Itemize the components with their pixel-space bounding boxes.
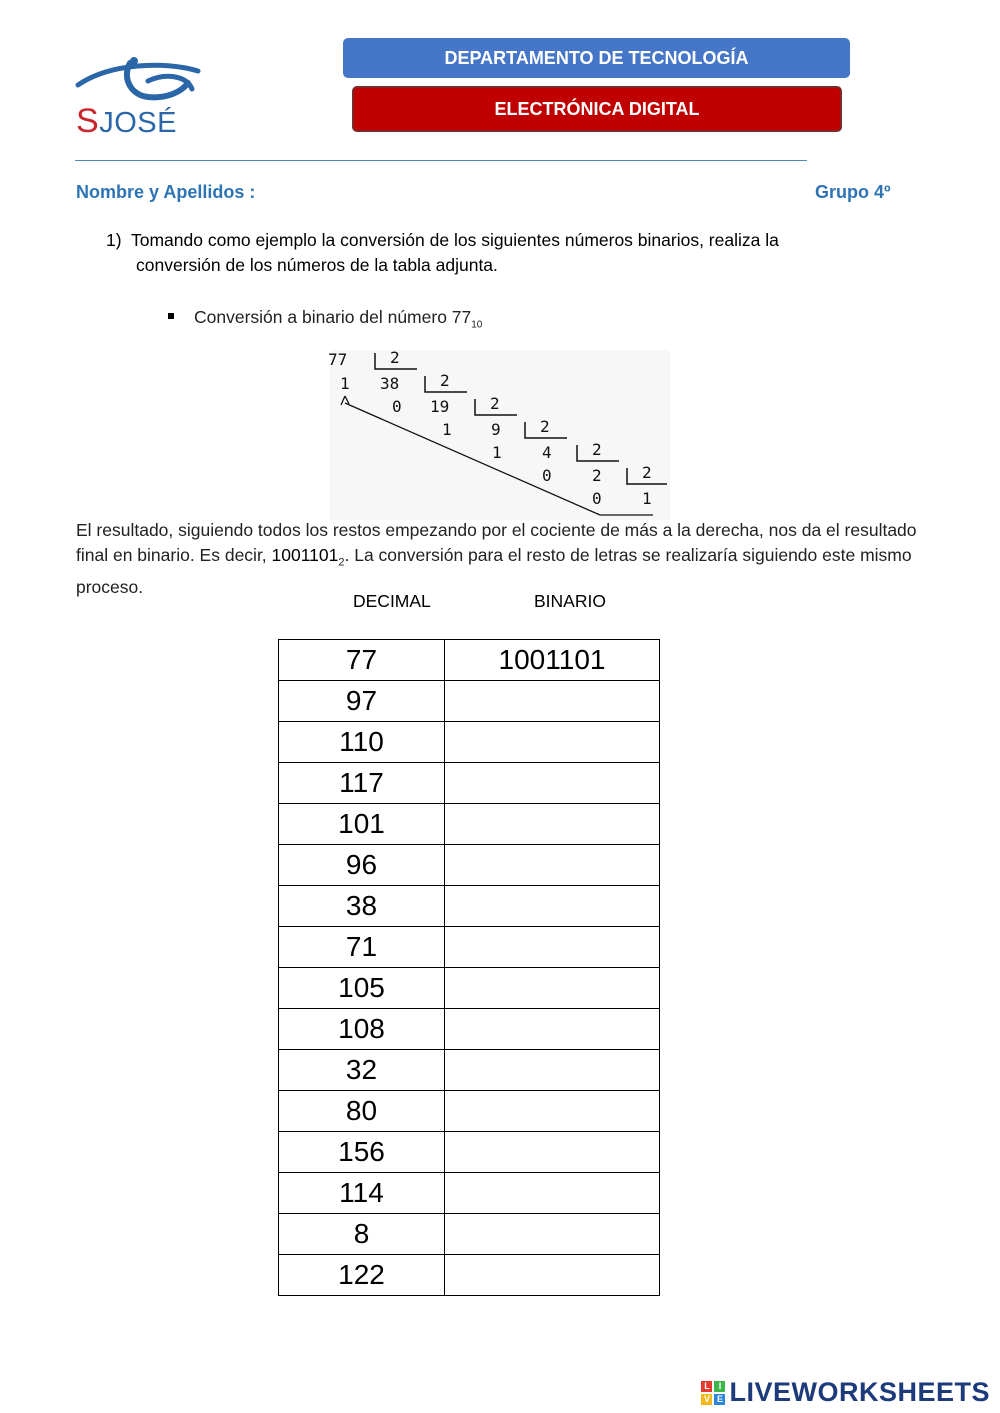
liveworksheets-brand xyxy=(700,1377,990,1408)
question-number: 1) xyxy=(106,230,122,250)
decimal-cell: 110 xyxy=(279,722,445,763)
div-divisor: 2 xyxy=(540,417,550,436)
div-remainder: 1 xyxy=(442,420,452,439)
binary-answer-cell[interactable] xyxy=(445,1255,660,1296)
name-label: Nombre y Apellidos : xyxy=(76,182,256,202)
decimal-cell: 97 xyxy=(279,681,445,722)
decimal-cell: 117 xyxy=(279,763,445,804)
div-quotient: 1 xyxy=(642,489,652,508)
decimal-cell: 71 xyxy=(279,927,445,968)
decimal-cell: 96 xyxy=(279,845,445,886)
div-num: 77 xyxy=(328,350,348,369)
binary-answer-cell[interactable]: 1001101 xyxy=(445,640,660,681)
brand-logo-icon xyxy=(700,1380,726,1406)
div-remainder: 0 xyxy=(592,489,602,508)
brand-tile: L xyxy=(701,1381,712,1392)
group-label: Grupo 4º xyxy=(815,182,891,202)
binary-answer-cell[interactable] xyxy=(445,763,660,804)
table-row xyxy=(279,1009,660,1050)
decimal-cell: 38 xyxy=(279,886,445,927)
question-text-line1: Tomando como ejemplo la conversión de los siguientes números binarios, realiza la xyxy=(131,230,779,250)
binary-answer-cell[interactable] xyxy=(445,722,660,763)
logo-text-rest: JOSÉ xyxy=(99,107,177,139)
binary-answer-cell[interactable] xyxy=(445,681,660,722)
div-quotient: 38 xyxy=(380,374,400,393)
div-quotient: 4 xyxy=(542,443,552,462)
logo-text xyxy=(76,102,177,141)
binary-answer-cell[interactable] xyxy=(445,927,660,968)
decimal-cell: 122 xyxy=(279,1255,445,1296)
department-banner: DEPARTAMENTO DE TECNOLOGÍA xyxy=(343,38,850,78)
div-divisor: 2 xyxy=(390,348,400,367)
table-row xyxy=(279,927,660,968)
table-row xyxy=(279,804,660,845)
bullet-text: Conversión a binario del número 77 xyxy=(194,307,472,327)
table-row xyxy=(279,763,660,804)
div-divisor: 2 xyxy=(440,371,450,390)
header-divider xyxy=(75,160,807,161)
div-remainder: 1 xyxy=(492,443,502,462)
brand-tile: E xyxy=(714,1394,725,1405)
column-header-decimal: DECIMAL xyxy=(353,591,431,611)
div-divisor: 2 xyxy=(642,463,652,482)
div-divisor: 2 xyxy=(592,440,602,459)
example-bullet xyxy=(168,307,482,331)
decimal-cell: 101 xyxy=(279,804,445,845)
decimal-cell: 32 xyxy=(279,1050,445,1091)
binary-answer-cell[interactable] xyxy=(445,1173,660,1214)
div-remainder: 0 xyxy=(542,466,552,485)
table-row xyxy=(279,1132,660,1173)
table-row xyxy=(279,681,660,722)
explanation-result: 1001101 xyxy=(271,544,339,565)
div-quotient: 19 xyxy=(430,397,450,416)
table-row xyxy=(279,886,660,927)
binary-answer-cell[interactable] xyxy=(445,845,660,886)
binary-answer-cell[interactable] xyxy=(445,1050,660,1091)
table-row xyxy=(279,1214,660,1255)
bullet-subscript: 10 xyxy=(471,319,483,331)
table-row xyxy=(279,845,660,886)
brand-text: LIVEWORKSHEETS xyxy=(729,1377,990,1407)
conversion-table xyxy=(278,639,660,1296)
decimal-cell: 108 xyxy=(279,1009,445,1050)
question-text-line2: conversión de los números de la tabla adjunta. xyxy=(136,255,498,275)
table-row xyxy=(279,968,660,1009)
brand-tile: V xyxy=(701,1394,712,1405)
logo-text-s: S xyxy=(76,102,100,140)
bullet-square-icon xyxy=(168,313,174,319)
table-row xyxy=(279,1091,660,1132)
decimal-cell: 77 xyxy=(279,640,445,681)
decimal-cell: 80 xyxy=(279,1091,445,1132)
binary-answer-cell[interactable] xyxy=(445,804,660,845)
div-quotient: 2 xyxy=(592,466,602,485)
div-remainder: 1 xyxy=(340,374,350,393)
explanation-part2: . La conversión para el resto de letras se realizaría siguiendo este mismo proceso. xyxy=(76,544,912,597)
question-1 xyxy=(106,228,896,278)
decimal-cell: 105 xyxy=(279,968,445,1009)
binary-answer-cell[interactable] xyxy=(445,1132,660,1173)
div-remainder: 0 xyxy=(392,397,402,416)
binary-answer-cell[interactable] xyxy=(445,968,660,1009)
div-divisor: 2 xyxy=(490,394,500,413)
decimal-cell: 156 xyxy=(279,1132,445,1173)
binary-answer-cell[interactable] xyxy=(445,1091,660,1132)
table-row xyxy=(279,1173,660,1214)
binary-answer-cell[interactable] xyxy=(445,1009,660,1050)
brand-tile: I xyxy=(714,1381,725,1392)
table-row xyxy=(279,640,660,681)
binary-answer-cell[interactable] xyxy=(445,886,660,927)
column-header-binary: BINARIO xyxy=(534,591,606,611)
subject-banner: ELECTRÓNICA DIGITAL xyxy=(352,86,842,132)
explanation-paragraph xyxy=(76,518,921,599)
decimal-cell: 114 xyxy=(279,1173,445,1214)
binary-answer-cell[interactable] xyxy=(445,1214,660,1255)
division-diagram xyxy=(320,345,670,520)
table-row xyxy=(279,722,660,763)
explanation-result-subscript: 2 xyxy=(338,556,345,568)
school-logo xyxy=(70,55,210,140)
decimal-cell: 8 xyxy=(279,1214,445,1255)
table-row xyxy=(279,1255,660,1296)
div-quotient: 9 xyxy=(491,420,501,439)
explanation-part1: El resultado, siguiendo todos los restos empezando por el cociente de más a la derecha, nos da el resultado final en binario. Es decir, xyxy=(76,520,917,565)
table-row xyxy=(279,1050,660,1091)
